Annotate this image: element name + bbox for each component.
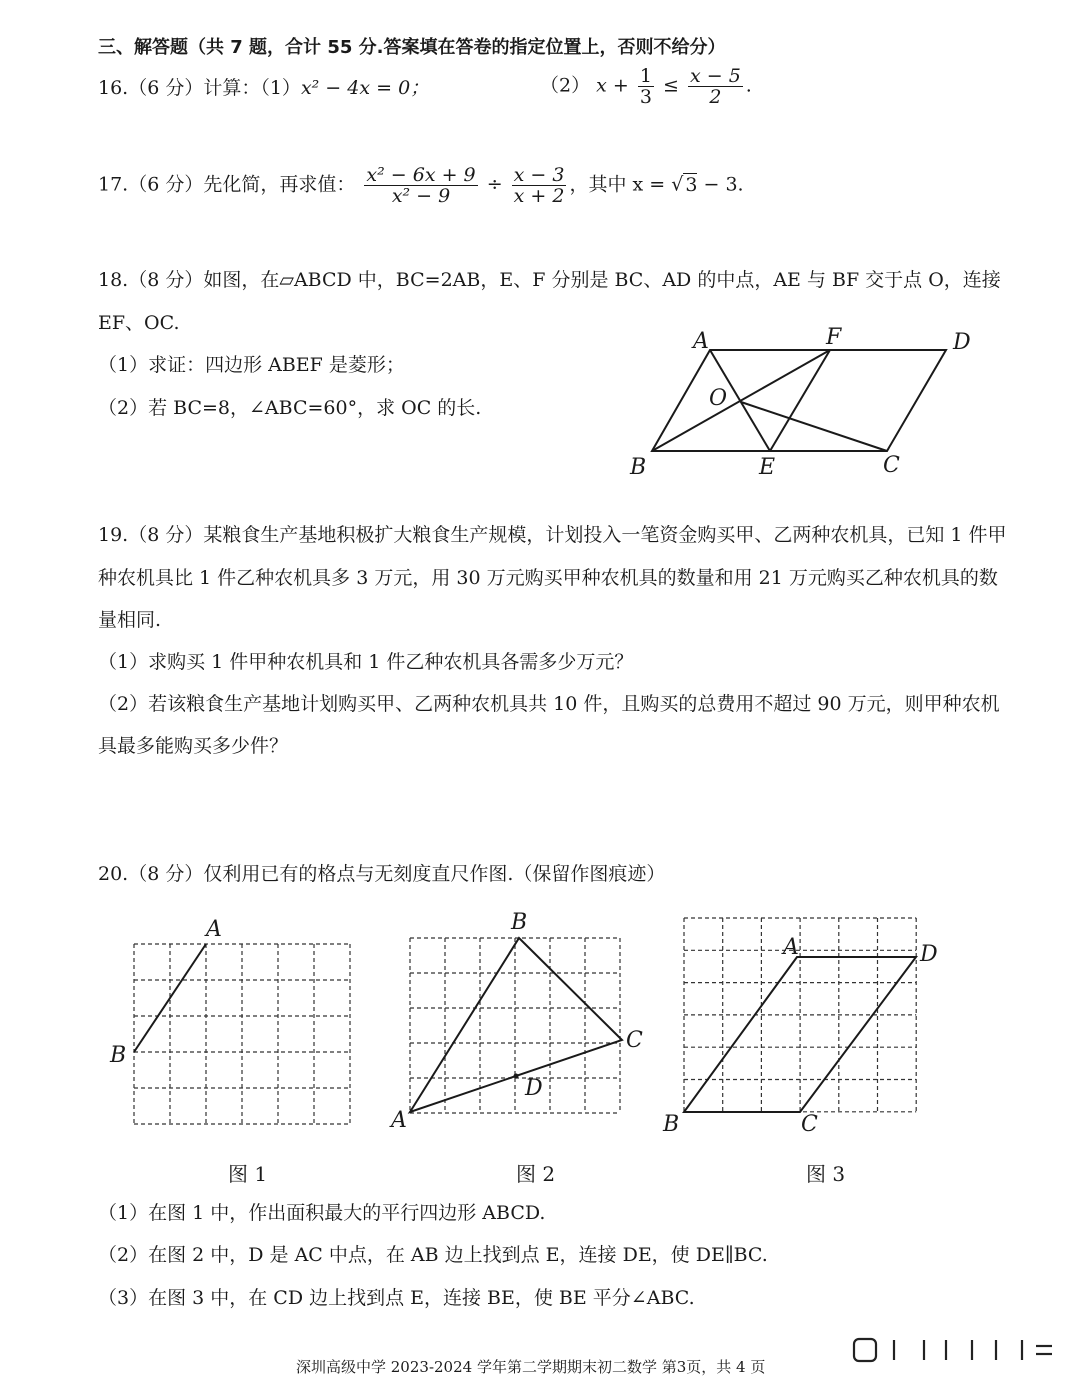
q16-leq: ≤ (663, 74, 679, 97)
page-footer: 深圳高级中学 2023-2024 学年第二学期期末初二数学 第3页，共 4 页 (296, 1358, 766, 1376)
q19-line2: 种农机具比 1 件乙种农机具多 3 万元，用 30 万元购买甲种农机具的数量和用 21 万元购买乙种农机具的数 (98, 567, 998, 589)
label-f: F (826, 325, 842, 350)
q16-prefix: 16.（6 分）计算：（1） (98, 77, 301, 99)
segment-oc (741, 402, 887, 451)
q20-part3: （3）在图 3 中，在 CD 边上找到点 E，连接 BE，使 BE 平分∠ABC. (98, 1287, 695, 1309)
q16-expr1: x² − 4x = 0； (300, 77, 430, 99)
frac-denominator: 2 (709, 86, 722, 108)
q17-div: ÷ (486, 173, 503, 196)
question-16-part1 (98, 76, 429, 100)
q16-fraction-2 (688, 66, 743, 107)
label-e: E (759, 455, 776, 480)
frac-denominator: x² − 9 (391, 185, 451, 207)
frac-numerator: x − 5 (689, 65, 741, 87)
q19-line3: 量相同. (98, 609, 162, 631)
fig3-label-b: B (663, 1112, 680, 1137)
fig1-caption: 图 1 (228, 1162, 268, 1186)
fig1-segment-ab (134, 944, 206, 1052)
fig2-label-c: C (626, 1028, 643, 1053)
q18-line2: EF、OC. (98, 312, 180, 334)
fig2-label-d: D (525, 1076, 543, 1101)
viewer-toolbar-icon[interactable] (846, 1336, 1056, 1366)
figure-3-grid (684, 918, 916, 1112)
frac-denominator: 3 (639, 86, 652, 108)
q17-fraction-1 (364, 165, 477, 206)
fig3-label-a: A (783, 935, 799, 960)
fig2-triangle-abc (410, 938, 622, 1112)
fig2-label-a: A (391, 1108, 407, 1133)
fig2-point-d (514, 1074, 519, 1079)
fig3-parallelogram-abcd (684, 957, 916, 1112)
question-16-part2 (540, 66, 752, 107)
frac-numerator: x − 3 (513, 164, 565, 186)
q20-line1: 20.（8 分）仅利用已有的格点与无刻度直尺作图.（保留作图痕迹） (98, 863, 666, 885)
fig3-caption: 图 3 (806, 1162, 846, 1186)
label-d: D (953, 330, 971, 355)
frac-numerator: x² − 6x + 9 (366, 164, 476, 186)
figure-1-grid (134, 944, 350, 1124)
fig1-label-a: A (206, 917, 222, 942)
q17-prefix: 17.（6 分）先化简，再求值： (98, 173, 356, 196)
q19-line1: 19.（8 分）某粮食生产基地积极扩大粮食生产规模，计划投入一笔资金购买甲、乙两种农机具，已知 1 件甲 (98, 524, 1007, 546)
label-c: C (883, 453, 900, 478)
q17-fraction-2 (512, 165, 567, 206)
q20-part1: （1）在图 1 中，作出面积最大的平行四边形 ABCD. (98, 1202, 546, 1224)
q16-fraction-1 (638, 66, 654, 107)
q19-part1: （1）求购买 1 件甲种农机具和 1 件乙种农机具各需多少万元？ (98, 651, 634, 673)
q16-part2-prefix: （2） (540, 74, 591, 97)
fig3-label-d: D (920, 942, 938, 967)
q17-tail: − 3. (703, 173, 744, 196)
segment-bf (652, 350, 830, 451)
sqrt-radicand: 3 (685, 173, 698, 196)
fig3-label-c: C (801, 1112, 818, 1137)
q16-end: . (745, 74, 752, 97)
section-header: 三、解答题（共 7 题，合计 55 分.答案填在答卷的指定位置上，否则不给分） (98, 37, 726, 58)
q18-part1: （1）求证：四边形 ABEF 是菱形； (98, 354, 405, 376)
q19-part2-line1: （2）若该粮食生产基地计划购买甲、乙两种农机具共 10 件，且购买的总费用不超过 90 万元，则甲种农机 (98, 693, 1000, 715)
segment-ef (770, 350, 830, 451)
q18-part2: （2）若 BC=8，∠ABC=60°，求 OC 的长. (98, 397, 482, 419)
q18-line1: 18.（8 分）如图，在▱ABCD 中，BC=2AB，E、F 分别是 BC、AD 的中点，AE 与 BF 交于点 O，连接 (98, 269, 1001, 291)
q16-lhs: x + (596, 74, 629, 97)
figure-2-grid (410, 938, 620, 1113)
q19-part2-line2: 具最多能购买多少件？ (98, 735, 289, 757)
q17-sqrt: √ 3 (671, 173, 698, 196)
fig1-label-b: B (110, 1043, 127, 1068)
label-o: O (709, 386, 728, 411)
fig2-label-b: B (511, 910, 528, 935)
label-b: B (630, 455, 647, 480)
question-17 (98, 165, 744, 206)
segment-ae (710, 350, 770, 451)
q17-mid: ，其中 x = (569, 173, 666, 196)
frame-icon (854, 1339, 876, 1361)
frac-denominator: x + 2 (513, 185, 565, 207)
fig2-caption: 图 2 (516, 1162, 556, 1186)
q20-part2: （2）在图 2 中，D 是 AC 中点，在 AB 边上找到点 E，连接 DE，使 DE∥BC. (98, 1244, 768, 1266)
frac-numerator: 1 (639, 65, 652, 87)
parallelogram-abcd (652, 350, 946, 451)
label-a: A (693, 329, 709, 354)
